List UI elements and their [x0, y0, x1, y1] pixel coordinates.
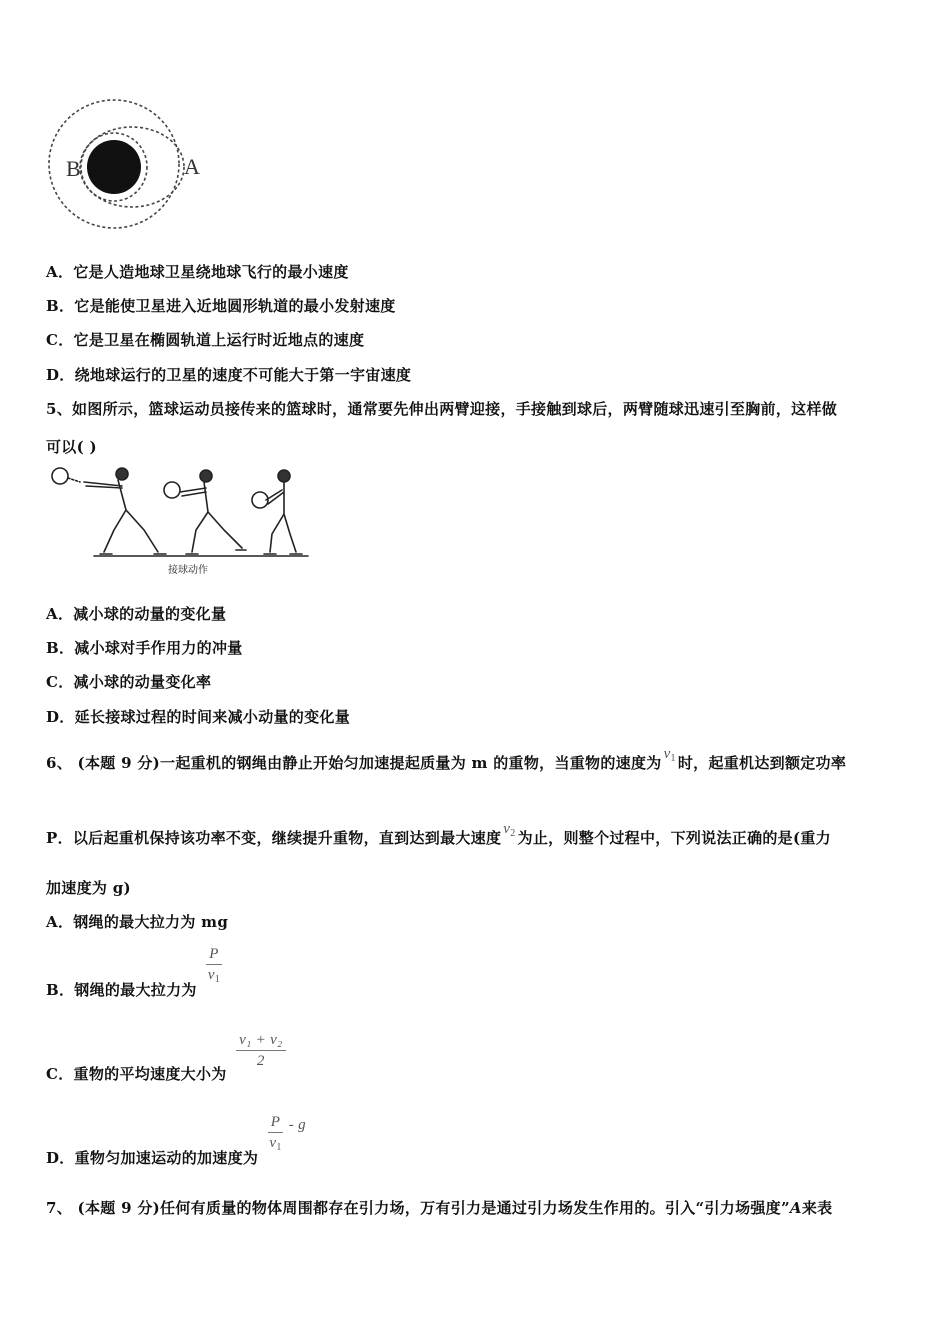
- q4-option-d: D．绕地球运行的卫星的速度不可能大于第一宇宙速度: [46, 366, 412, 384]
- q6-line2: [46, 821, 831, 849]
- q6-option-a: A．钢绳的最大拉力为 mg: [46, 913, 229, 931]
- q6-option-c-text: C．重物的平均速度大小为: [46, 1064, 227, 1083]
- q7-line1-tail: 来表: [801, 1199, 833, 1217]
- q7-italic-a: A: [789, 1199, 802, 1217]
- ball-1: [52, 468, 68, 484]
- q6-option-b: [46, 944, 222, 999]
- minus-g: - g: [288, 1117, 306, 1133]
- orbit-figure: [44, 96, 214, 236]
- ball-2: [164, 482, 180, 498]
- q6-line3: 加速度为 g): [46, 879, 131, 897]
- q4-option-c: C．它是卫星在椭圆轨道上运行时近地点的速度: [46, 331, 365, 349]
- q6-line2-text-a: P．以后起重机保持该功率不变，继续提升重物，直到达到最大速度: [46, 829, 502, 847]
- v2-symbol: $v_2$: [503, 821, 516, 839]
- orbit-label-a: A: [184, 154, 200, 179]
- q6-line1-text-b: 时，起重机达到额定功率: [677, 754, 847, 772]
- q5-option-b: B．减小球对手作用力的冲量: [46, 639, 243, 657]
- q6-option-b-text: B．钢绳的最大拉力为: [46, 981, 197, 999]
- fraction-p-over-v1-d: $\frac{P}{v_1}$: [269, 1114, 282, 1153]
- q6-line2-text-b: 为止，则整个过程中，下列说法正确的是(重力: [517, 829, 831, 847]
- q6-option-d: [46, 1112, 306, 1167]
- v1-symbol: $v_1$: [663, 746, 676, 764]
- q6-option-c: [46, 1030, 286, 1083]
- orbit-label-b: B: [66, 156, 81, 181]
- q5-stem-line1: 5、如图所示，篮球运动员接传来的篮球时，通常要先伸出两臂迎接，手接触到球后，两臂随球迅速引至胸前，这样做: [46, 400, 838, 418]
- q4-option-b: B．它是能使卫星进入近地圆形轨道的最小发射速度: [46, 297, 396, 315]
- basketball-catch-figure: [46, 464, 312, 578]
- q5-stem-line2: 可以( ): [46, 438, 97, 456]
- q4-option-a: A．它是人造地球卫星绕地球飞行的最小速度: [46, 263, 349, 281]
- q6-line1: [46, 746, 847, 774]
- fraction-p-over-v1: $\frac{P}{v_1}$: [207, 946, 221, 985]
- q5-option-d: D．延长接球过程的时间来减小动量的变化量: [46, 708, 351, 726]
- figure-caption: 接球动作: [168, 565, 208, 576]
- q5-option-a: A．减小球的动量的变化量: [46, 605, 227, 623]
- fraction-average-velocity: $\frac{\text{v₁ + v₂}}{2}$: [236, 1030, 285, 1071]
- q5-option-c: C．减小球的动量变化率: [46, 673, 212, 691]
- earth: [87, 140, 141, 194]
- q7-line1-text: 7、 (本题 9 分)任何有质量的物体周围都存在引力场，万有引力是通过引力场发生作用的。引入“引力场强度”: [46, 1199, 790, 1217]
- q6-line1-text-a: 6、 (本题 9 分)一起重机的钢绳由静止开始匀加速提起质量为 m 的重物，当重物的速度为: [46, 754, 662, 772]
- q7-line1: [46, 1197, 832, 1218]
- q6-option-d-text: D．重物匀加速运动的加速度为: [46, 1149, 259, 1167]
